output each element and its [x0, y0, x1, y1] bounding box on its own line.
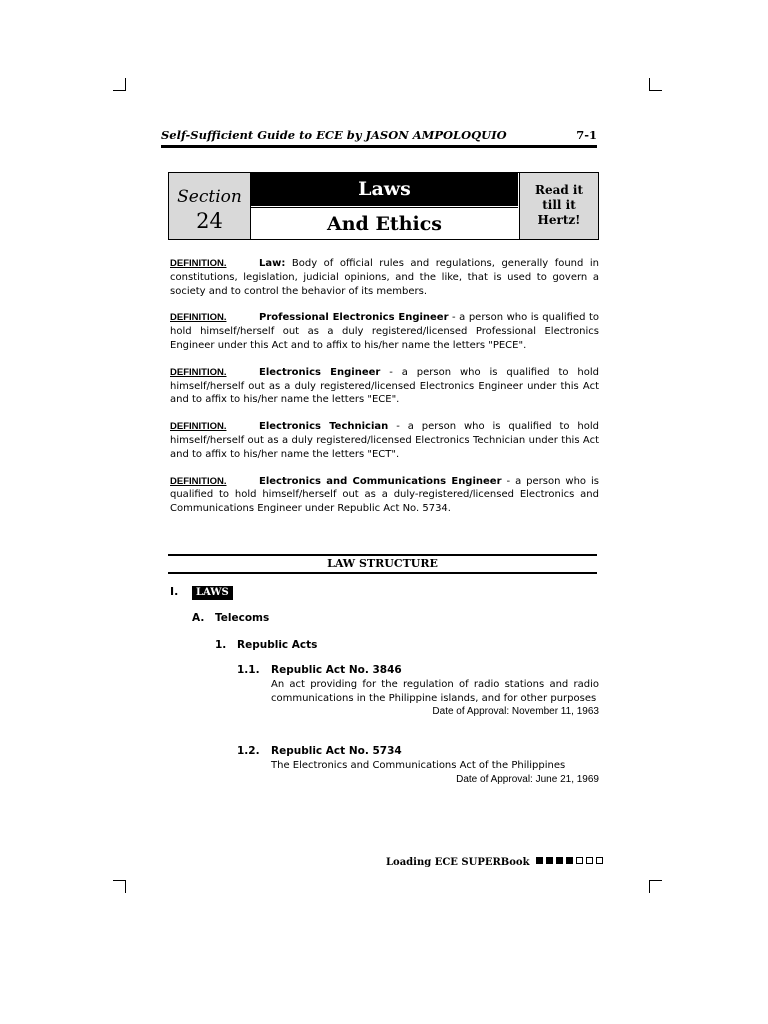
definition-text: Body of official rules and regulations, generally found in constitutions, legislation, judicial opinions, and the like, that is used to govern a society and to control the behavior of its members.	[170, 258, 599, 297]
definition-term: Electronics Technician	[259, 421, 389, 433]
definition-tag: DEFINITION.	[170, 421, 227, 433]
motto: Read it till it Hertz!	[519, 173, 598, 239]
progress-square-empty	[596, 857, 603, 864]
act-number: 1.2.	[237, 745, 260, 757]
outline-label: Telecoms	[215, 612, 270, 624]
definition-tag: DEFINITION.	[170, 258, 227, 269]
republic-act-5734	[237, 745, 599, 786]
laws-badge: LAWS	[192, 586, 233, 600]
section-number: 24	[196, 209, 223, 233]
act-heading	[237, 745, 599, 759]
progress-square-filled	[566, 857, 573, 864]
definition-pece	[170, 311, 599, 352]
act-title: Republic Act No. 3846	[271, 664, 402, 676]
definition-law	[170, 257, 599, 298]
definition-term: Electronics Engineer	[259, 366, 381, 378]
act-heading	[237, 664, 599, 678]
section-title-line1: Laws	[251, 173, 518, 206]
progress-square-empty	[576, 857, 583, 864]
progress-square-empty	[586, 857, 593, 864]
outline-number: A.	[192, 612, 205, 624]
outline-number: 1.	[215, 639, 227, 651]
outline-number: I.	[170, 585, 179, 598]
progress-square-filled	[556, 857, 563, 864]
outline-label: Republic Acts	[237, 639, 318, 651]
definition-ect	[170, 420, 599, 461]
definition-ece-engineer	[170, 475, 599, 516]
section-word: Section	[177, 187, 242, 207]
running-header	[161, 127, 597, 148]
definition-text: - a person who is qualified to hold himself/herself out as a duly registered/licensed Electronics Engineer under this Act and to affix to his/her name the letters "ECE".	[170, 366, 599, 406]
definition-tag: DEFINITION.	[170, 475, 227, 487]
footer-loading	[386, 857, 606, 873]
definition-tag: DEFINITION.	[170, 312, 227, 324]
act-title: Republic Act No. 5734	[271, 745, 402, 757]
crop-mark-bottom-left	[113, 880, 126, 893]
act-description: The Electronics and Communications Act of the Philippines	[271, 759, 566, 771]
act-description: An act providing for the regulation of radio stations and radio communications in the Philippine islands, and for other purposes	[271, 678, 599, 704]
loading-progress-indicator	[533, 857, 603, 868]
law-structure-heading: LAW STRUCTURE	[168, 554, 597, 574]
definition-text: - a person who is qualified to hold himself/herself out as a duly registered/licensed Electronics Technician under this Act and to affix to his/her name the letters "ECT".	[170, 421, 600, 460]
section-title-line2: And Ethics	[251, 207, 518, 240]
definitions	[170, 257, 599, 529]
footer-label: Loading ECE SUPERBook	[386, 857, 530, 868]
progress-square-filled	[546, 857, 553, 864]
definition-term: Law:	[259, 258, 286, 269]
definition-ece	[170, 366, 599, 407]
crop-mark-bottom-right	[649, 880, 662, 893]
outline-level-1-1	[215, 639, 317, 651]
outline-level-1	[170, 585, 233, 600]
crop-mark-top-left	[113, 78, 126, 91]
act-approval-date: Date of Approval: June 21, 1969	[456, 773, 599, 785]
republic-act-3846	[237, 664, 599, 719]
definition-term: Professional Electronics Engineer	[259, 312, 449, 324]
section-title-box	[168, 172, 599, 240]
definition-tag: DEFINITION.	[170, 366, 227, 378]
act-approval-date: Date of Approval: November 11, 1963	[432, 706, 599, 718]
outline-level-a	[192, 612, 269, 624]
definition-term: Electronics and Communications Engineer	[259, 475, 502, 487]
definition-text: - a person who is qualified to hold himself/herself out as a duly-registered/licensed Electronics and Communications Engineer under Republic Act No. 5734.	[170, 475, 600, 515]
definition-text: - a person who is qualified to hold himself/herself out as a duly registered/licensed Professional Electronics Engineer under this Act and to affix to his/her name the letters "PECE".	[170, 312, 599, 351]
book-title: Self-Sufficient Guide to ECE by JASON AMPOLOQUIO	[161, 128, 507, 142]
progress-square-filled	[536, 857, 543, 864]
section-label-cell	[169, 173, 251, 239]
crop-mark-top-right	[649, 78, 662, 91]
page-number: 7-1	[576, 128, 597, 142]
act-number: 1.1.	[237, 664, 260, 676]
